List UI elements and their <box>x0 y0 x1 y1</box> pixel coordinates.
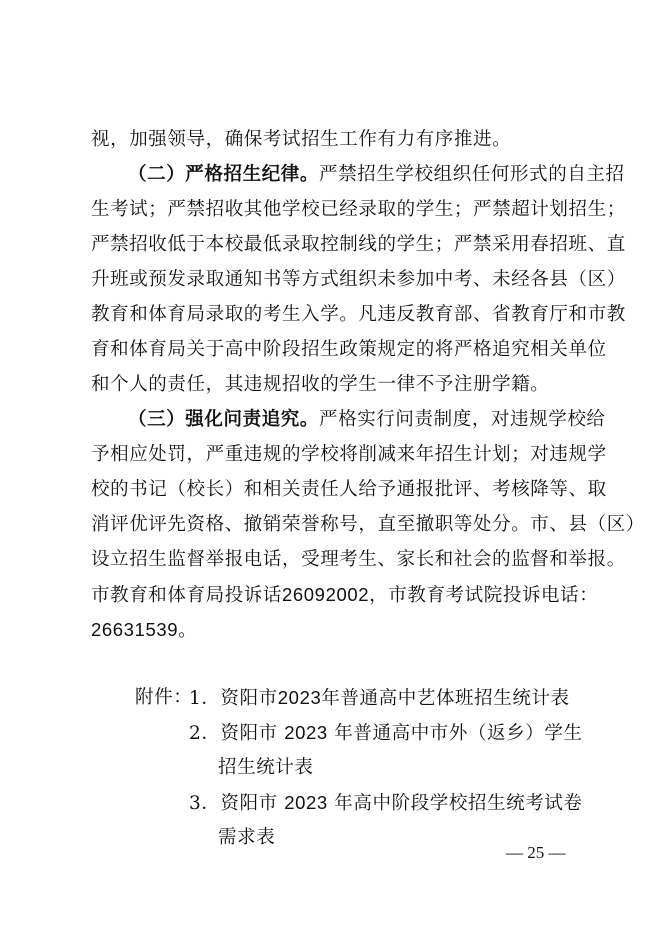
attachment-year: 2023 <box>284 792 328 813</box>
attachment-item-3-continued: 需求表 <box>218 827 276 848</box>
section-2-first-line <box>128 163 628 187</box>
attachment-item-3 <box>189 791 583 816</box>
body-line <box>91 618 591 643</box>
section-2-heading: （二）严格招生纪律。 <box>128 164 320 185</box>
body-line <box>91 443 607 467</box>
body-text: 升班或预发录取通知书等方式组织未参加中考、未经各县（区） <box>91 269 626 290</box>
phone-number: 26631539 <box>91 619 179 640</box>
body-line <box>91 338 607 362</box>
attachment-number: 3． <box>189 793 221 814</box>
section-3-heading: （三）强化问责追究。 <box>128 409 320 430</box>
body-text: 设立招生监督举报电话，受理考生、家长和社会的监督和举报。 <box>91 549 626 570</box>
body-text: 。 <box>178 620 198 641</box>
body-line <box>91 128 591 152</box>
body-line <box>91 513 645 537</box>
body-text: 视，加强领导，确保考试招生工作有力有序推进。 <box>91 129 512 150</box>
body-text: 生考试；严禁招收其他学校已经录取的学生；严禁超计划招生； <box>91 199 626 220</box>
attachment-year: 2023 <box>277 687 322 708</box>
attachment-item-1 <box>189 686 570 711</box>
attachment-text: 年普通高中艺体班招生统计表 <box>321 688 570 709</box>
attachment-text: 资阳市 <box>220 793 285 814</box>
attachment-year: 2023 <box>284 722 328 743</box>
body-line <box>91 583 599 608</box>
body-text: 和个人的责任，其违规招收的学生一律不予注册学籍。 <box>91 374 550 395</box>
body-text: 校的书记（校长）和相关责任人给予通报批评、考核降等、取 <box>91 479 607 500</box>
attachment-text: 资阳市 <box>220 723 285 744</box>
body-text: 严禁招收低于本校最低录取控制线的学生；严禁采用春招班、直 <box>91 234 626 255</box>
attachment-number: 2． <box>189 723 221 744</box>
body-line <box>91 268 626 292</box>
attachment-item-2-continued: 招生统计表 <box>218 757 314 778</box>
attachment-text: 资阳市 <box>220 688 278 709</box>
body-text: 消评优评先资格、撤销荣誉称号，直至撤职等处分。市、县（区） <box>91 514 645 535</box>
body-text: 严禁招生学校组织任何形式的自主招 <box>319 164 625 185</box>
page-number: — 25 — <box>506 843 566 862</box>
body-text: 教育和体育局录取的考生入学。凡违反教育部、省教育厅和市教 <box>91 304 626 325</box>
attachment-item-2 <box>189 721 583 746</box>
section-3-first-line <box>128 408 628 432</box>
body-text: 市教育和体育局投诉话 <box>91 585 283 606</box>
attachment-number: 1． <box>189 688 221 709</box>
body-text: 育和体育局关于高中阶段招生政策规定的将严格追究相关单位 <box>91 339 607 360</box>
body-line <box>91 478 607 502</box>
body-line <box>91 548 626 572</box>
body-line <box>91 198 626 222</box>
attachments-label: 附件： <box>135 687 193 708</box>
phone-number: 26092002 <box>282 584 370 605</box>
body-text: ，市教育考试院投诉电话： <box>369 585 599 606</box>
body-text: 予相应处罚，严重违规的学校将削减来年招生计划；对违规学 <box>91 444 607 465</box>
attachment-text: 年普通高中市外（返乡）学生 <box>327 723 583 744</box>
body-text: 严格实行问责制度，对违规学校给 <box>319 409 606 430</box>
body-line <box>91 233 626 257</box>
body-line <box>91 373 591 397</box>
attachment-text: 年高中阶段学校招生统考试卷 <box>327 793 583 814</box>
body-line <box>91 303 626 327</box>
